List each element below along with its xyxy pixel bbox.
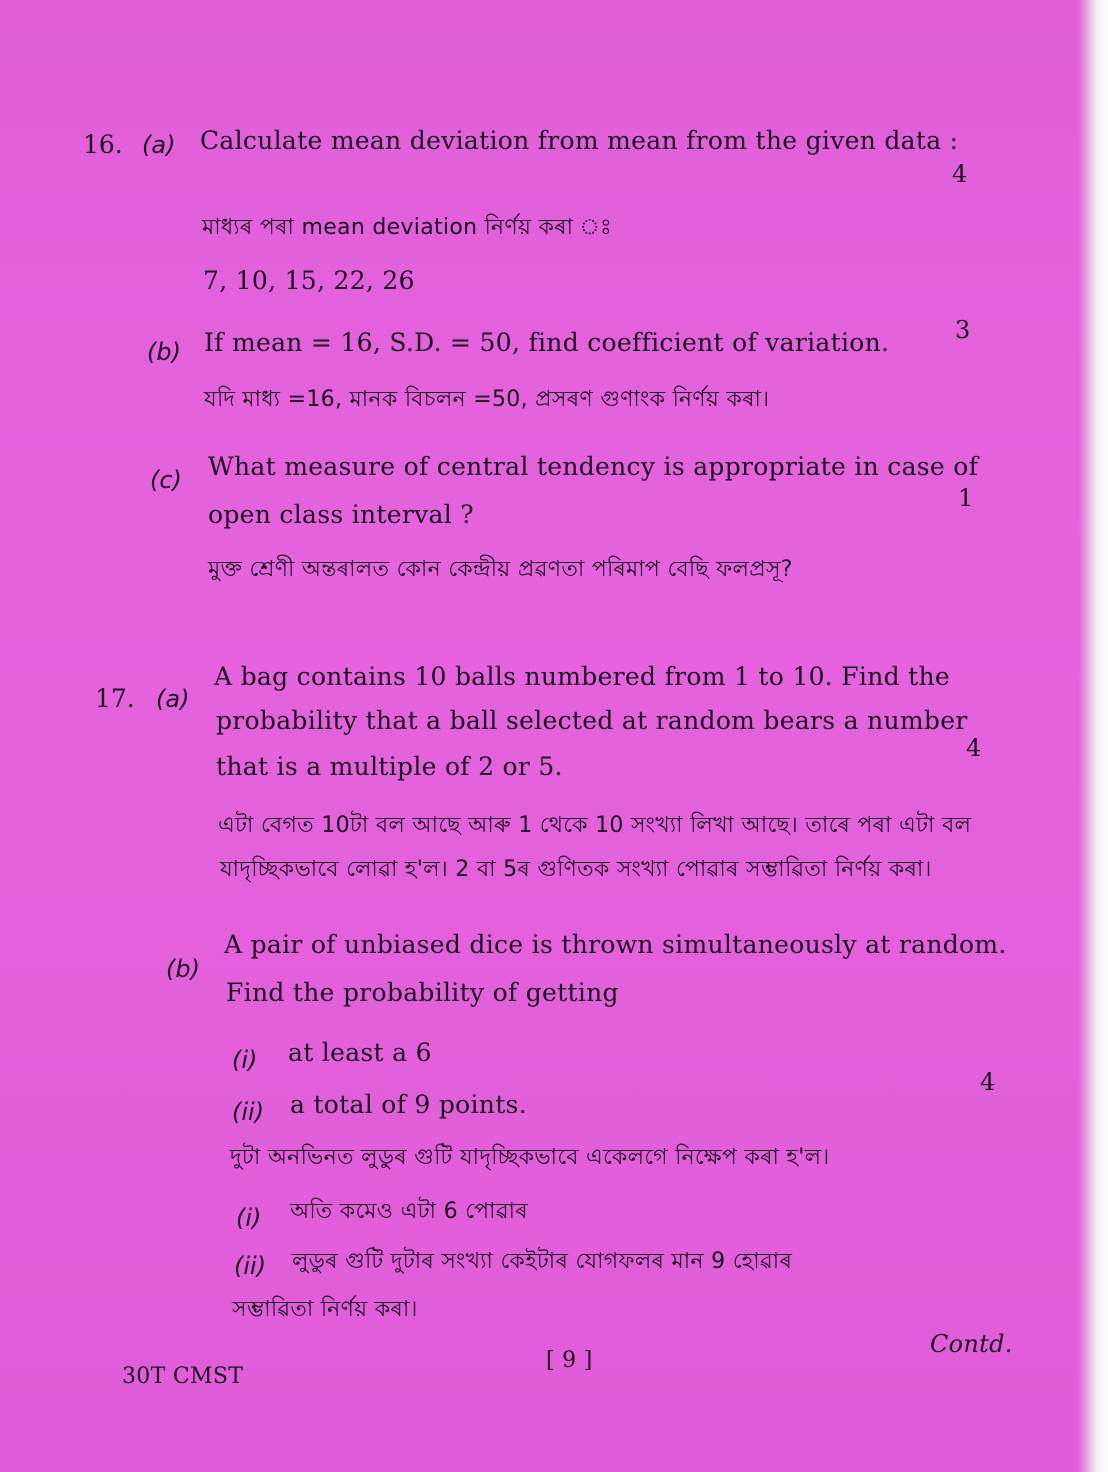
q17b-bengali: দুটা অনভিনত লুডুৰ গুটি যাদৃচ্ছিকভাবে একেলগে নিক্ষেপ কৰা হ'ল। xyxy=(230,1145,830,1170)
q17b-ii-text: a total of 9 points. xyxy=(290,1090,527,1119)
q16a-text: Calculate mean deviation from mean from the given data : xyxy=(200,126,959,155)
q16-number: 16. xyxy=(83,130,123,159)
q17a-bengali2: যাদৃচ্ছিকভাবে লোৱা হ'ল। 2 বা 5ৰ গুণিতক সংখ্যা পোৱাৰ সম্ভাৱিতা নিৰ্ণয় কৰা। xyxy=(220,857,932,882)
contd-label: Contd. xyxy=(930,1330,1013,1358)
q17a-marks: 4 xyxy=(966,734,982,762)
q16a-marks: 4 xyxy=(952,160,968,188)
q17b-bi-text: অতি কমেও এটা 6 পোৱাৰ xyxy=(290,1199,528,1224)
q17b-line2: Find the probability of getting xyxy=(226,978,619,1007)
q16b-bengali: যদি মাধ্য =16, মানক বিচলন =50, প্ৰসৰণ গুণাংক নিৰ্ণয় কৰা। xyxy=(204,387,770,412)
q17b-label: (b) xyxy=(166,955,200,983)
q17b-marks: 4 xyxy=(980,1068,996,1096)
q17b-bii-text: লুডুৰ গুটি দুটাৰ সংখ্যা কেইটাৰ যোগফলৰ মান 9 হোৱাৰ xyxy=(292,1249,793,1274)
q17a-label: (a) xyxy=(156,685,190,713)
q16c-line1: What measure of central tendency is appropriate in case of xyxy=(208,452,979,481)
q17b-i-text: at least a 6 xyxy=(288,1038,432,1067)
q16c-line2: open class interval ? xyxy=(208,500,474,529)
q16b-label: (b) xyxy=(147,338,181,366)
page-number: [ 9 ] xyxy=(546,1348,593,1373)
q17a-bengali1: এটা বেগত 10টা বল আছে আৰু 1 থেকে 10 সংখ্যা লিখা আছে। তাৰে পৰা এটা বল xyxy=(218,813,972,838)
q17b-i-label: (i) xyxy=(232,1046,258,1074)
q17-number: 17. xyxy=(95,684,135,713)
q16b-marks: 3 xyxy=(955,316,971,344)
q16c-label: (c) xyxy=(150,466,182,494)
q16a-label: (a) xyxy=(142,131,176,159)
q17a-line2: probability that a ball selected at random bears a number xyxy=(216,706,968,735)
q17b-bii-text2: সম্ভাৱিতা নিৰ্ণয় কৰা। xyxy=(232,1297,418,1322)
paper-code: 30T CMST xyxy=(122,1364,244,1389)
q16c-bengali: মুক্ত শ্ৰেণী অন্তৰালত কোন কেন্দ্ৰীয় প্ৰৱণতা পৰিমাপ বেছি ফলপ্ৰসূ? xyxy=(208,557,793,582)
q17b-line1: A pair of unbiased dice is thrown simultaneously at random. xyxy=(224,930,1007,959)
q17b-ii-label: (ii) xyxy=(232,1098,265,1126)
q17b-bi-label: (i) xyxy=(236,1204,262,1232)
q17a-line1: A bag contains 10 balls numbered from 1 to 10. Find the xyxy=(214,662,951,691)
q17a-line3: that is a multiple of 2 or 5. xyxy=(216,752,563,781)
q16c-marks: 1 xyxy=(958,484,974,512)
q16a-data: 7, 10, 15, 22, 26 xyxy=(203,266,415,295)
q16a-bengali: মাধ্যৰ পৰা mean deviation নিৰ্ণয় কৰা ঃ xyxy=(202,215,612,240)
q16b-text: If mean = 16, S.D. = 50, find coefficient of variation. xyxy=(204,328,890,357)
page-edge xyxy=(1078,0,1108,1472)
q17b-bii-label: (ii) xyxy=(234,1252,267,1280)
